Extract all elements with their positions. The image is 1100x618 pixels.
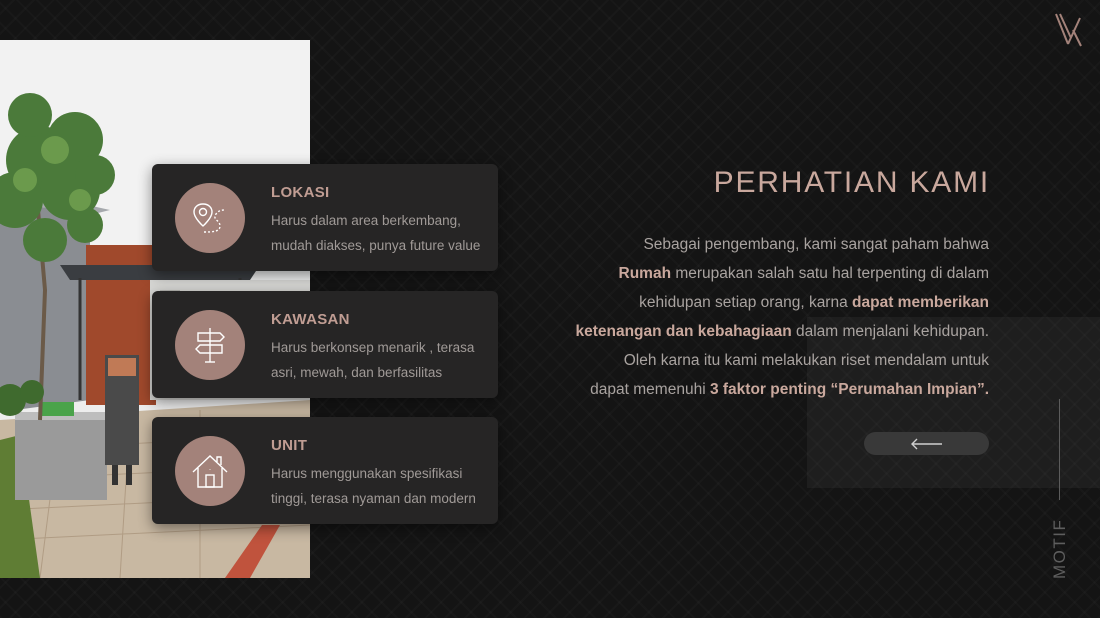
signpost-icon xyxy=(175,310,245,380)
feature-title: LOKASI xyxy=(271,184,330,201)
back-button[interactable] xyxy=(864,432,989,455)
feature-card-unit xyxy=(152,417,498,524)
feature-title: KAWASAN xyxy=(271,311,350,328)
feature-description: Harus berkonsep menarik , terasa asri, mewah, dan berfasilitas xyxy=(271,340,475,380)
divider-line xyxy=(1059,399,1060,500)
section-heading: PERHATIAN KAMI xyxy=(713,166,990,199)
house-icon xyxy=(175,436,245,506)
feature-description: Harus dalam area berkembang, mudah diakses, punya future value xyxy=(271,213,481,253)
feature-title: UNIT xyxy=(271,437,308,454)
brand-monogram-icon xyxy=(1053,12,1083,48)
section-paragraph: Sebagai pengembang, kami sangat paham bahwa Rumah merupakan salah satu hal terpenting di dalam kehidupan setiap orang, karna dapat memberikan ketenangan dan kebahagiaan dalam menjalani kehidupan. Oleh karna itu kami melakukan riset mendalam untuk dapat memenuhi 3 faktor penting “Perumahan Impian”. xyxy=(575,236,989,398)
location-pin-icon xyxy=(175,183,245,253)
feature-card-lokasi xyxy=(152,164,498,271)
arrow-left-icon xyxy=(910,438,944,450)
feature-description: Harus menggunakan spesifikasi tinggi, terasa nyaman dan modern xyxy=(271,466,476,506)
side-tag: MOTIF xyxy=(1050,518,1069,580)
feature-card-kawasan xyxy=(152,291,498,398)
